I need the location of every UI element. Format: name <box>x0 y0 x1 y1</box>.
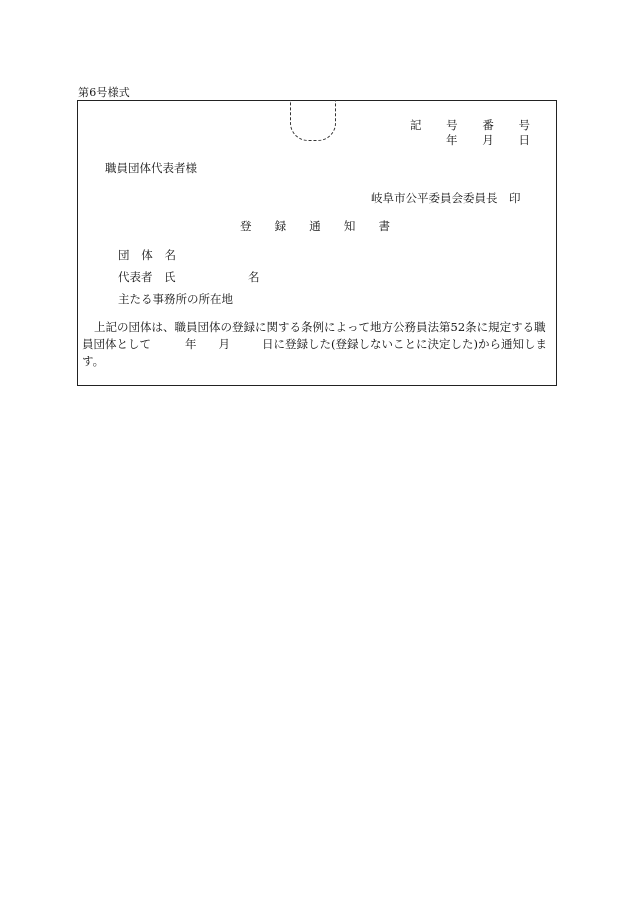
body-month: 月 <box>218 337 230 351</box>
group-name-char: 体 <box>141 248 153 262</box>
record-number-char: 記 <box>410 118 422 132</box>
group-name-char: 名 <box>164 248 176 262</box>
addressee: 職員団体代表者様 <box>105 161 197 175</box>
title-char: 通 <box>309 219 321 233</box>
body-year: 年 <box>185 337 197 351</box>
office-location-label: 主たる事務所の所在地 <box>118 292 233 306</box>
form-number-label: 第6号様式 <box>78 86 130 99</box>
group-name-label <box>118 247 176 263</box>
date-month: 月 <box>482 133 494 147</box>
title-char: 書 <box>378 219 390 233</box>
stamp-area <box>290 100 336 141</box>
issuer: 岐阜市公平委員会委員長 印 <box>371 191 521 205</box>
representative-name-suffix: 名 <box>248 270 260 284</box>
title-char: 録 <box>274 219 287 233</box>
date-year: 年 <box>446 133 458 147</box>
date-label <box>446 132 530 148</box>
record-number-char: 番 <box>482 118 494 132</box>
title-char: 知 <box>343 219 356 233</box>
record-number-char: 号 <box>446 118 458 132</box>
body-line-3: す。 <box>82 354 105 368</box>
body-line-1: 上記の団体は、職員団体の登録に関する条例によって地方公務員法第52条に規定する職 <box>94 320 546 334</box>
record-number-char: 号 <box>518 118 530 132</box>
representative-label: 代表者 氏 <box>118 270 176 284</box>
group-name-char: 団 <box>118 248 130 262</box>
document-title <box>240 218 390 234</box>
date-day: 日 <box>518 133 530 147</box>
record-number-label <box>410 117 530 133</box>
body-line-2: 員団体として 年 月 日に登録した(登録しないことに決定した)から通知しま <box>82 337 547 351</box>
notice-frame <box>77 100 557 386</box>
notice-body <box>82 319 552 370</box>
title-char: 登 <box>240 219 252 233</box>
